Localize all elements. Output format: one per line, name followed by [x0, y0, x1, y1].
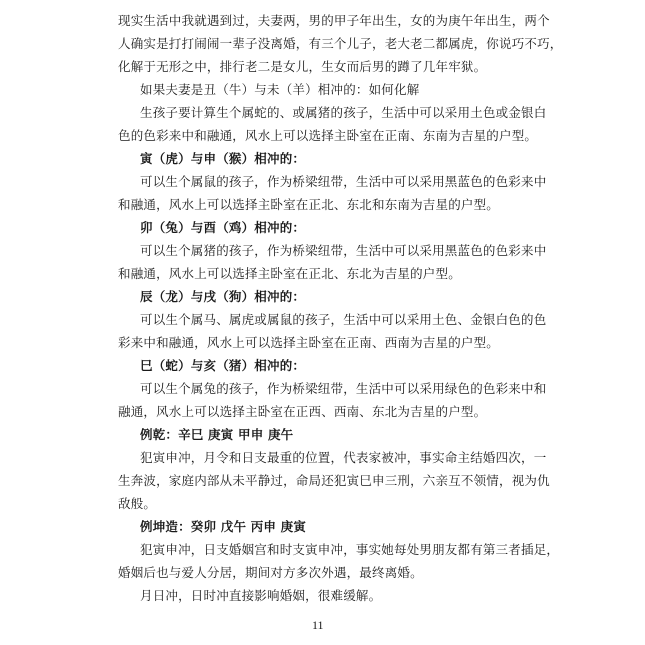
- section-heading: 卯（兔）与酉（鸡）相冲的：: [140, 220, 306, 235]
- body-text-line: 犯寅申冲，日支婚姻宫和时支寅申冲，事实她每处男朋友都有第三者插足，: [140, 542, 560, 557]
- section-heading: 巳（蛇）与亥（猪）相冲的：: [140, 358, 306, 373]
- body-text-line: 色的色彩来中和融通，风水上可以选择主卧室在正南、东南为吉星的户型。: [118, 128, 538, 143]
- body-text-line: 化解于无形之中，排行老二是女儿，生女而后男的蹲了几年牢狱。: [118, 59, 487, 74]
- body-text-line: 犯寅申冲，月令和日支最重的位置，代表家被冲，事实命主结婚四次，一: [140, 450, 547, 465]
- example-heading: 例坤造：癸卯 戊午 丙申 庚寅: [140, 519, 307, 534]
- body-text-line: 现实生活中我就遇到过，夫妻两，男的甲子年出生，女的为庚午年出生，两个: [118, 13, 550, 28]
- body-text-line: 生孩子要计算生个属蛇的、或属猪的孩子，生活中可以采用土色或金银白: [140, 105, 547, 120]
- body-text-line: 和融通，风水上可以选择主卧室在正北、东北为吉星的户型。: [118, 266, 461, 281]
- example-heading: 例乾：辛巳 庚寅 甲申 庚午: [140, 427, 294, 442]
- body-text-line: 如果夫妻是丑（牛）与未（羊）相冲的：如何化解: [140, 82, 420, 97]
- body-text-line: 婚姻后也与爱人分居，期间对方多次外遇，最终离婚。: [118, 565, 423, 580]
- body-text-line: 彩来中和融通，风水上可以选择主卧室在正南、西南为吉星的户型。: [118, 335, 500, 350]
- section-heading: 辰（龙）与戌（狗）相冲的：: [140, 289, 306, 304]
- section-heading: 寅（虎）与申（猴）相冲的：: [140, 151, 306, 166]
- body-text-line: 人确实是打打闹闹一辈子没离婚，有三个儿子，老大老二都属虎，你说巧不巧，: [118, 36, 563, 51]
- page-number: 11: [312, 618, 324, 632]
- body-text-line: 可以生个属兔的孩子，作为桥梁纽带，生活中可以采用绿色的色彩来中和: [140, 381, 547, 396]
- body-text-line: 和融通，风水上可以选择主卧室在正北、东北和东南为吉星的户型。: [118, 197, 500, 212]
- body-text-line: 生奔波，家庭内部从未平静过，命局还犯寅巳申三刑，六亲互不领情，视为仇: [118, 473, 550, 488]
- body-text-line: 敌般。: [118, 496, 157, 511]
- body-text-line: 可以生个属猪的孩子，作为桥梁纽带，生活中可以采用黑蓝色的色彩来中: [140, 243, 547, 258]
- body-text-line: 月日冲，日时冲直接影响婚姻，很难缓解。: [140, 588, 382, 603]
- body-text-line: 融通，风水上可以选择主卧室在正西、西南、东北为吉星的户型。: [118, 404, 487, 419]
- body-text-line: 可以生个属鼠的孩子，作为桥梁纽带，生活中可以采用黑蓝色的色彩来中: [140, 174, 547, 189]
- body-text-line: 可以生个属马、属虎或属鼠的孩子，生活中可以采用土色、金银白色的色: [140, 312, 547, 327]
